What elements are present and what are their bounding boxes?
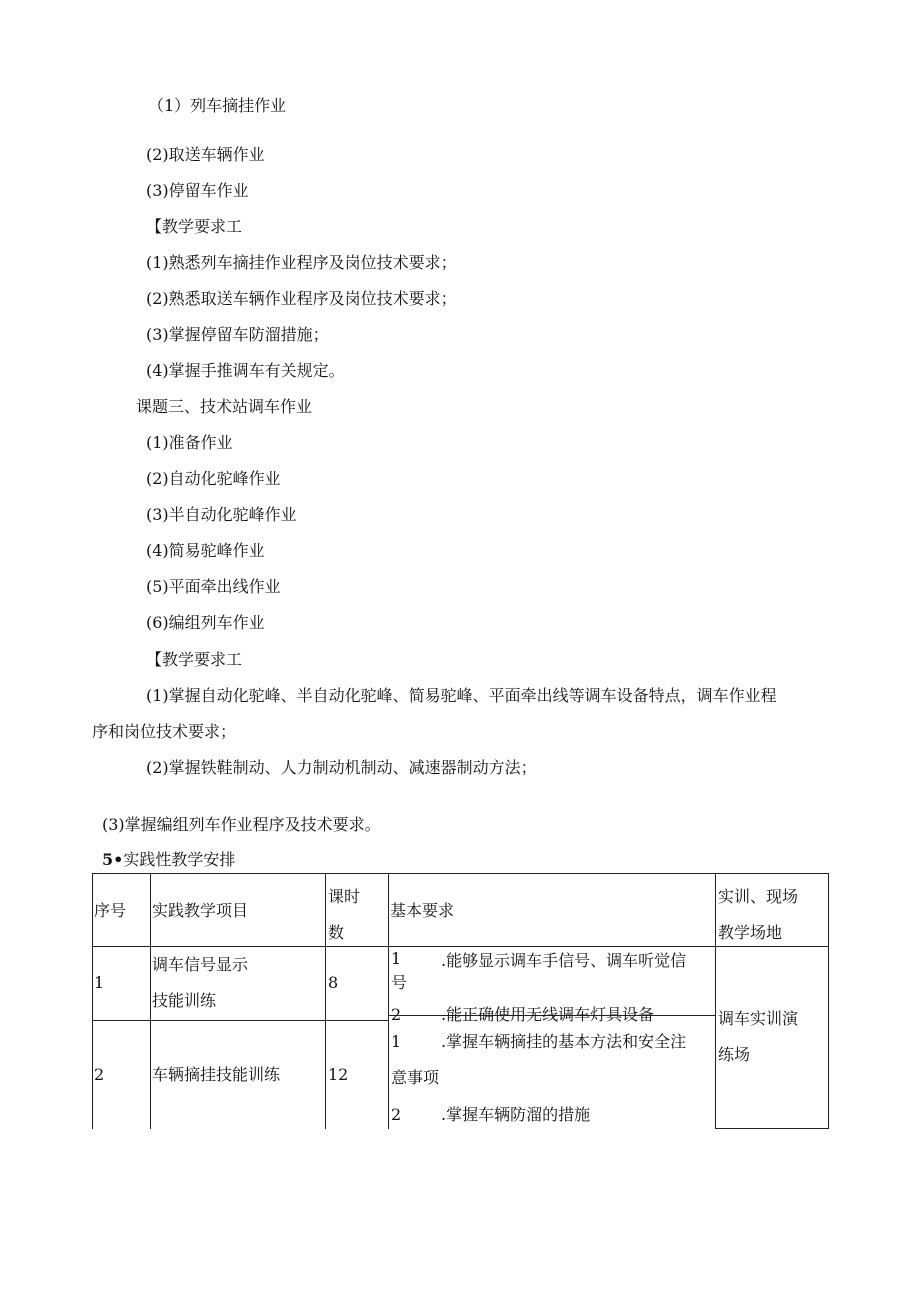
header-seq: 序号 (94, 901, 127, 920)
table-border-right (828, 873, 829, 1129)
row1-project: 调车信号显示 (152, 955, 249, 974)
header-project: 实践教学项目 (152, 901, 249, 920)
header-requirements: 基本要求 (390, 901, 455, 920)
table-col-divider (388, 873, 389, 1129)
row1-req1-text-cont: 号 (391, 973, 408, 992)
section-number: 5• (102, 850, 124, 869)
row1-req2-number: 2 (391, 1005, 402, 1024)
site-merged: 调车实训演 (718, 1009, 799, 1028)
row1-project-cont: 技能训练 (152, 991, 217, 1010)
text-line: (5)平面牵出线作业 (146, 577, 281, 596)
practice-table (92, 873, 829, 1129)
text-line: （1）列车摘挂作业 (148, 96, 287, 115)
table-col-divider (715, 873, 716, 1129)
text-line: (2)掌握铁鞋制动、人力制动机制动、减速器制动方法； (146, 758, 537, 777)
row1-req2-clipped (389, 1005, 715, 1024)
site-merged-cont: 练场 (718, 1045, 751, 1064)
text-line: (1)熟悉列车摘挂作业程序及岗位技术要求； (146, 253, 457, 272)
text-line: (1)掌握自动化驼峰、半自动化驼峰、简易驼峰、平面牵出线等调车设备特点，调车作业程 (146, 686, 777, 705)
row1-req2-text: .能正确使用无线调车灯具设备 (441, 1005, 655, 1024)
text-line: (4)掌握手推调车有关规定。 (146, 361, 345, 380)
row2-req1-text: .掌握车辆摘挂的基本方法和安全注 (441, 1032, 687, 1051)
table-border-bottom (715, 1128, 829, 1129)
row1-hours: 8 (328, 973, 339, 992)
header-site-cont: 教学场地 (718, 923, 783, 942)
text-line: (2)熟悉取送车辆作业程序及岗位技术要求； (146, 289, 457, 308)
header-hours-cont: 数 (328, 923, 345, 942)
table-border-top (92, 873, 829, 874)
table-row-divider (92, 1020, 388, 1021)
text-line: (6)编组列车作业 (146, 613, 265, 632)
header-hours: 课时 (328, 887, 361, 906)
row2-req1-number: 1 (391, 1032, 402, 1051)
text-line: 课题三、技术站调车作业 (136, 397, 313, 416)
row2-seq: 2 (94, 1065, 105, 1084)
row2-project: 车辆摘挂技能训练 (152, 1065, 281, 1084)
text-line: 【教学要求工 (146, 650, 243, 669)
text-line: 序和岗位技术要求； (92, 722, 237, 741)
table-header-divider (92, 946, 829, 947)
text-line: (3)掌握停留车防溜措施； (146, 325, 329, 344)
text-line: (3)半自动化驼峰作业 (146, 505, 297, 524)
table-border-left (92, 873, 93, 1129)
row1-seq: 1 (94, 973, 105, 992)
section-title: 实践性教学安排 (123, 850, 236, 869)
header-site: 实训、现场 (718, 887, 799, 906)
row1-req1-number: 1 (391, 949, 402, 968)
text-line: (2)取送车辆作业 (146, 145, 265, 164)
text-line: (3)停留车作业 (146, 181, 249, 200)
row2-hours: 12 (328, 1065, 349, 1084)
table-col-divider (150, 873, 151, 1129)
row2-req1-text-cont: 意事项 (391, 1068, 440, 1087)
text-line: (4)简易驼峰作业 (146, 541, 265, 560)
text-line: (3)掌握编组列车作业程序及技术要求。 (102, 815, 381, 834)
table-col-divider (325, 873, 326, 1129)
text-line: (1)准备作业 (146, 433, 233, 452)
row2-req2-number: 2 (391, 1105, 402, 1124)
row1-req1-text: .能够显示调车手信号、调车听觉信 (441, 951, 687, 970)
section-heading (102, 850, 235, 870)
text-line: (2)自动化驼峰作业 (146, 469, 281, 488)
row2-req2-text: .掌握车辆防溜的措施 (441, 1105, 591, 1124)
text-line: 【教学要求工 (146, 217, 243, 236)
